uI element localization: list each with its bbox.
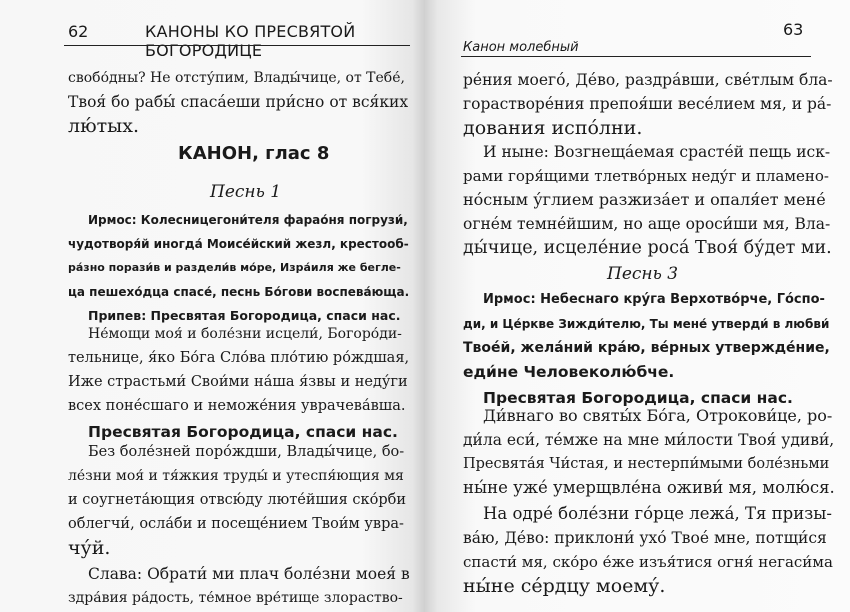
text-line: Иже страстьми́ Свои́ми на́ша я́звы и неду́ги: [68, 374, 408, 390]
right-running-header: Канон молебный: [463, 40, 579, 55]
text-line: всех поне́сшаго и неможе́ния уврачева́вша.: [68, 398, 406, 414]
text-line: ды́чице, исцеле́ние роса́ Твоя́ бу́дет ми.: [463, 238, 832, 258]
text-line: свобо́дны? Не отсту́пим, Влады́чице, от Тебе́,: [68, 70, 405, 86]
text-line: но́сным у́глием разжиза́ет и опаля́ет мене́: [463, 190, 826, 209]
text-line: Твоя́ бо рабы́ спаса́еши при́сно от вся́ких: [68, 93, 409, 111]
text-line: Не́мощи моя́ и боле́зни исцели́, Богоро́ди-: [88, 326, 402, 342]
text-line: горастворе́ния препоя́ши весе́лием мя, и ра́-: [463, 95, 832, 113]
text-line: И ныне: Возгнеща́емая срасте́й пещь иск-: [483, 143, 831, 161]
text-line: Ди́внаго во святы́х Бо́га, Отрокови́це, ро-: [483, 406, 833, 425]
left-header-rule: [64, 45, 410, 46]
text-line: ле́зни моя́ и тя́жкия труды́ и утеспя́ющия мя: [68, 468, 404, 484]
text-line: и соугнета́ющия отвсю́ду люте́йшия ско́рби: [68, 492, 407, 508]
right-page: [425, 0, 850, 612]
left-page-number: 62: [68, 22, 89, 41]
text-line: рами горя́щими тлетво́рных неду́г и пламено-: [463, 167, 829, 185]
canon-heading: КАНОН, глас 8: [178, 143, 330, 164]
refrain-line: Пресвятая Богородица, спаси нас.: [88, 423, 398, 441]
text-line: облегчи́, осла́би и посеще́нием Твои́м уврa-: [68, 516, 404, 532]
irmos-line: ди, и Це́ркве Зижди́телю, Ты мене́ утверди́ в любви́: [463, 317, 830, 331]
text-line: ны́не уже́ умерщвле́на оживи́ мя, молю́ся.: [463, 478, 835, 497]
slava-line: Слава: Обрати́ ми плач боле́зни моея́ в: [88, 565, 410, 583]
text-line: чу́й.: [68, 537, 111, 559]
text-line: ны́не се́рдцу моему́.: [463, 575, 666, 597]
ode-heading: Песнь 1: [210, 182, 282, 202]
right-header-rule: [461, 56, 811, 57]
ode-heading: Песнь 3: [607, 264, 679, 284]
text-line: На одре́ боле́зни го́рце лежа́, Тя призы-: [483, 504, 832, 523]
irmos-line: еди́не Человеколю́бче.: [463, 363, 675, 381]
text-line: ре́ния моего́, Де́во, раздра́вши, све́тлым бла-: [463, 71, 833, 89]
irmos-line: ра́зно порази́в и раздели́в мо́ре, Изра́иля же бегле-: [68, 261, 401, 274]
irmos-line: Твое́й, жела́ний кра́ю, ве́рных утвержде́ние,: [463, 340, 830, 356]
refrain-line: Припев: Пресвятая Богородица, спаси нас.: [88, 308, 401, 323]
text-line: Без боле́зней поро́ждши, Влады́чице, бо-: [88, 444, 405, 460]
irmos-line: Ирмос: Колесницегони́теля фарао́ня погрузи́,: [88, 213, 408, 227]
text-line: ди́ла еси́, те́мже на мне ми́лости Твоя́ удиви́,: [463, 431, 835, 449]
text-line: тельнице, я́ко Бо́га Сло́ва пло́тию ро́ждшая,: [68, 350, 410, 366]
text-line: здра́вия ра́дость, те́мное вре́тище злораство-: [68, 590, 403, 606]
text-line: Пресвята́я Чи́стая, и нестерпи́мыми боле́зньми: [463, 456, 830, 472]
irmos-line: ца пешехо́дца спасе́, песнь Бо́гови воспева́юща.: [68, 285, 410, 299]
text-line: дования испо́лни.: [463, 117, 643, 139]
irmos-line: чудотворя́й иногда́ Моисе́йский жезл, крестооб-: [68, 237, 409, 251]
text-line: лю́тых.: [68, 115, 139, 137]
refrain-line: Пресвятая Богородица, спаси нас.: [483, 389, 793, 407]
text-line: ва́ю, Де́во: приклони́ ухо́ Твое́ мне, потщи́ся: [463, 529, 827, 547]
text-line: огне́м темне́йшим, но аще ороси́ши мя, Вла-: [463, 215, 831, 233]
left-running-header: КАНОНЫ КО ПРЕСВЯТОЙ БОГОРОДИЦЕ: [145, 22, 356, 60]
irmos-line: Ирмос: Небеснаго кру́га Верхотво́рче, Го́спо-: [483, 292, 825, 307]
right-page-number: 63: [783, 20, 804, 39]
text-line: спасти́ мя, ско́ро е́же изъя́тися огня́ негаси́ма: [463, 553, 833, 571]
